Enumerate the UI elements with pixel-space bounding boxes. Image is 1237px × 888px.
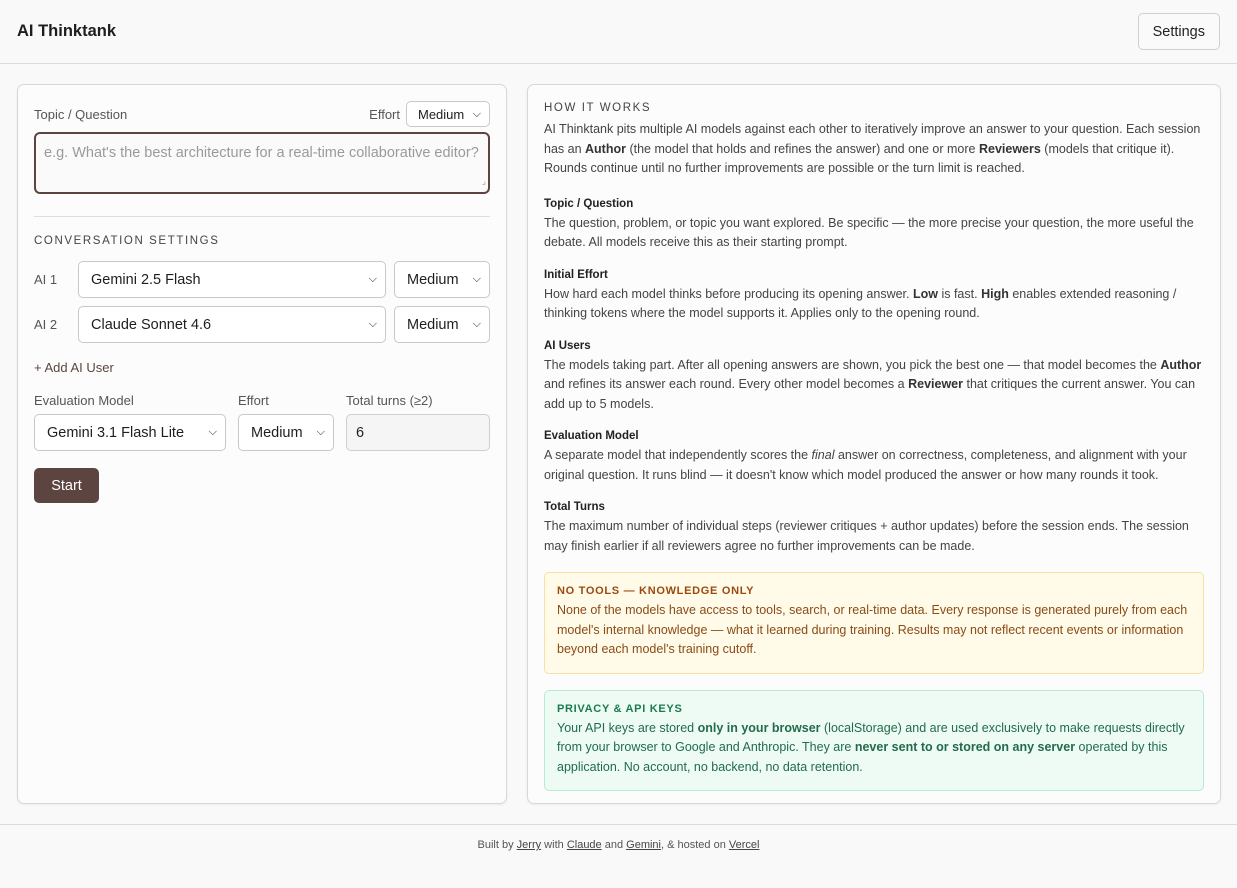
ai-user-model-value: Claude Sonnet 4.6: [91, 316, 212, 333]
intro-text: AI Thinktank pits multiple AI models against each other to iteratively improve an answer to your question. Each session has an Author (the model that holds and refines the answer) and one or more Reviewers (models that critique it). Rounds continue until no further improvements are possible or the turn limit is reached.: [544, 122, 1201, 175]
eval-effort-select[interactable]: [238, 414, 334, 451]
turns-label: Total turns (≥2): [346, 393, 433, 408]
chevron-down-icon: ⌵: [316, 426, 325, 438]
footer-link-jerry[interactable]: Jerry: [516, 839, 542, 851]
top-bar: [0, 0, 1237, 64]
how-it-works-panel: [527, 84, 1221, 804]
chevron-down-icon: ⌵: [368, 273, 377, 285]
help-turns-title: Total Turns: [544, 501, 605, 513]
topic-placeholder: e.g. What's the best architecture for a real-time collaborative editor?: [44, 145, 479, 161]
ai-user-label: AI 1: [34, 272, 58, 287]
session-form-panel: [17, 84, 507, 804]
help-users-title: AI Users: [544, 339, 591, 352]
notice-text: Your API keys are stored only in your browser (localStorage) and are used exclusively to make requests directly from your browser to Google and Anthropic. They are never sent to or stored on any server operated by this application. No account, no backend, no data retention.: [557, 720, 1185, 774]
effort-label: Effort: [369, 106, 400, 122]
total-turns-input[interactable]: [346, 414, 490, 451]
footer-link-gemini[interactable]: Gemini: [626, 839, 661, 851]
ai-user-row: [34, 306, 490, 343]
app-title: AI Thinktank: [17, 22, 117, 40]
notice-title: PRIVACY & API KEYS: [557, 702, 683, 715]
ai-user-effort-value: Medium: [407, 316, 459, 333]
eval-model-label: Evaluation Model: [34, 393, 134, 408]
chevron-down-icon: ⌵: [208, 426, 217, 438]
chevron-down-icon: ⌵: [472, 107, 481, 120]
knowledge-only-notice: [544, 572, 1204, 674]
conversation-settings-heading: CONVERSATION SETTINGS: [34, 235, 220, 247]
chevron-down-icon: ⌵: [368, 318, 377, 330]
footer-link-claude[interactable]: Claude: [566, 839, 602, 851]
help-eval-text: A separate model that independently scores the final answer on correctness, completeness, and alignment with your original question. It runs blind — it doesn't know which model produced the answer or how many rounds it took.: [544, 448, 1187, 482]
ai-user-model-value: Gemini 2.5 Flash: [91, 271, 201, 288]
topic-label: Topic / Question: [34, 106, 128, 122]
ai-user-model-select[interactable]: [78, 306, 386, 343]
how-it-works-heading: HOW IT WORKS: [544, 102, 652, 114]
footer-credits: Built by Jerry with Claude and Gemini, & hosted on Vercel: [477, 839, 760, 851]
footer-link-vercel[interactable]: Vercel: [728, 839, 760, 851]
add-ai-user-button[interactable]: + Add AI User: [34, 360, 114, 375]
notice-text: None of the models have access to tools, search, or real-time data. Every response is generated purely from each model's internal knowledge — what it learned during training. Results may not reflect recent events or information beyond each model's training cutoff.: [557, 603, 1188, 656]
ai-user-effort-select[interactable]: [394, 306, 490, 343]
eval-model-select[interactable]: [34, 414, 226, 451]
settings-button[interactable]: Settings: [1138, 13, 1220, 50]
topic-input[interactable]: [34, 132, 490, 194]
notice-title: NO TOOLS — KNOWLEDGE ONLY: [557, 585, 755, 597]
help-topic-title: Topic / Question: [544, 197, 634, 210]
privacy-notice: [544, 690, 1204, 792]
total-turns-value: 6: [356, 424, 365, 441]
divider: [34, 216, 490, 217]
resize-handle-icon[interactable]: ⌟: [481, 176, 486, 186]
eval-effort-label: Effort: [238, 393, 269, 408]
ai-user-effort-select[interactable]: [394, 261, 490, 298]
chevron-down-icon: ⌵: [472, 318, 481, 330]
help-turns-text: The maximum number of individual steps (reviewer critiques + author updates) before the session ends. The session may finish earlier if all reviewers agree no further improvements can be made.: [544, 519, 1189, 553]
initial-effort-select[interactable]: [406, 101, 490, 127]
ai-user-label: AI 2: [34, 317, 58, 332]
eval-model-value: Gemini 3.1 Flash Lite: [47, 424, 185, 441]
ai-user-row: [34, 261, 490, 298]
ai-user-model-select[interactable]: [78, 261, 386, 298]
ai-user-effort-value: Medium: [407, 271, 459, 288]
initial-effort-value: Medium: [418, 106, 465, 122]
help-effort-text: How hard each model thinks before producing its opening answer. Low is fast. High enables extended reasoning / thinking tokens where the model supports it. Applies only to the opening round.: [544, 286, 1177, 320]
help-users-text: The models taking part. After all opening answers are shown, you pick the best one — that model becomes the Author and refines its answer each round. Every other model becomes a Reviewer that critiques the current answer. You can add up to 5 models.: [544, 357, 1202, 411]
footer: [0, 824, 1237, 888]
main-content: [17, 84, 1221, 804]
help-topic-text: The question, problem, or topic you want explored. Be specific — the more precise your question, the more useful the debate. All models receive this as their starting prompt.: [544, 215, 1194, 249]
evaluation-settings: [34, 393, 490, 451]
eval-effort-value: Medium: [251, 424, 303, 441]
chevron-down-icon: ⌵: [472, 273, 481, 285]
start-button[interactable]: Start: [34, 468, 99, 503]
help-effort-title: Initial Effort: [544, 268, 608, 281]
help-eval-title: Evaluation Model: [544, 430, 639, 442]
